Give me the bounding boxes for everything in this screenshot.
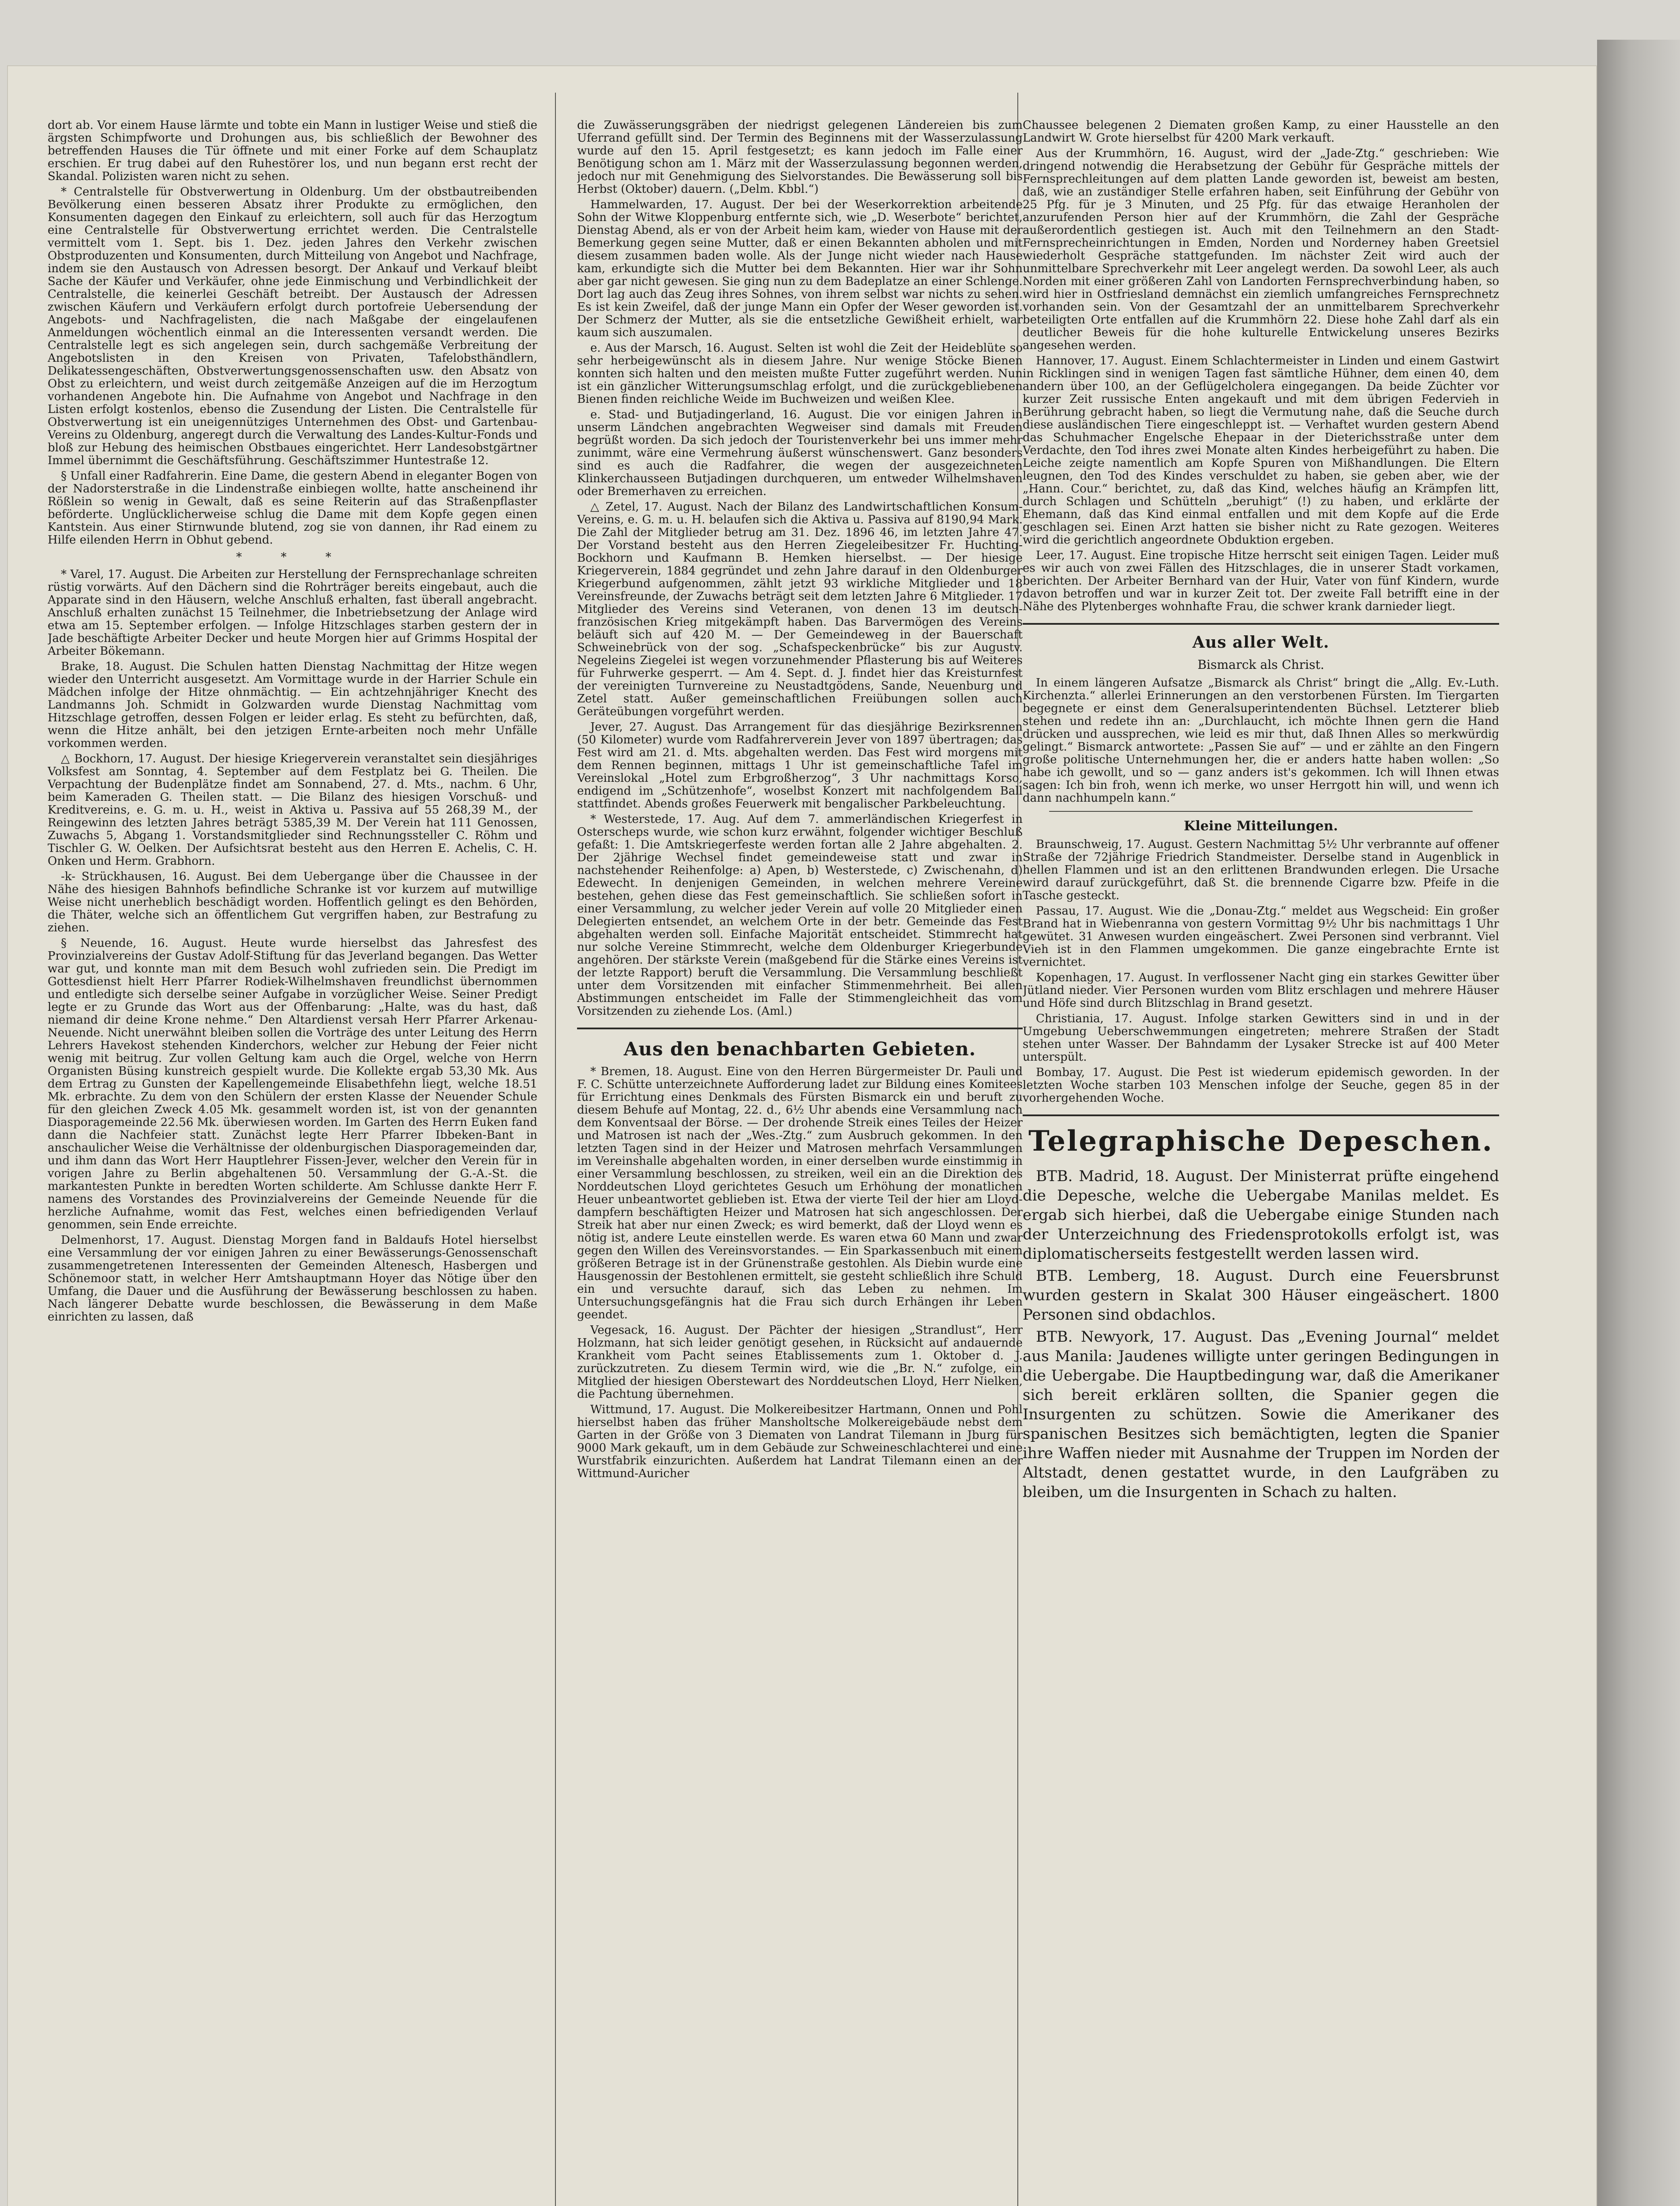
book-page-edge <box>1597 40 1680 2206</box>
section-heading-small: Kleine Mitteilungen. <box>1184 818 1338 834</box>
article-bismarck: In einem längeren Aufsatze „Bismarck als Christ“ bringt die „Allg. Ev.-Luth. Kirchenzta.“ allerlei Erinnerungen an den verstorbenen Fürsten. Im Tiergarten begegnete er einst dem Generalsuperintendenten Büchsel. Letzterer blieb stehen und redete ihn an: „Durchlaucht, ich möchte Ihnen gern die Hand drücken und aussprechen, wie leid es mir thut, daß Ihnen Alles so merkwürdig gelingt.“ Bismarck antwortete: „Passen Sie auf“ — und er zählte an den Fingern große politische Unternehmungen her, die er anders hatte haben wollen: „So habe ich gewollt, und so — ganz anders ist's gekommen. Ich will Ihnen etwas sagen: Ich bin froh, wenn ich merke, wo unser Herrgott hin will, und wenn ich dann nachhumpeln kann.“ <box>1023 676 1499 805</box>
article-braunschweig: Braunschweig, 17. August. Gestern Nachmittag 5½ Uhr verbrannte auf offener Straße der 72jährige Friedrich Standmeister. Derselbe stand in Augenblick in hellen Flammen und ist an den erlittenen Brandwunden erlegen. Die Ursache wird darauf zurückgeführt, daß St. die brennende Cigarre bzw. Pfeife in die Tasche gesteckt. <box>1023 838 1499 902</box>
article-marsch: e. Aus der Marsch, 16. August. Selten ist wohl die Zeit der Heideblüte so sehr herbeigewünscht als in diesem Jahre. Nur wenige Stöcke Bienen konnten sich halten und den meisten mußte Futter zugeführt werden. Nun ist ein gänzlicher Witterungsumschlag erfolgt, und die zurückgebliebenen Bienen finden reichliche Weide im Buchweizen und weißen Klee. <box>577 341 1023 406</box>
article-bockhorn: △ Bockhorn, 17. August. Der hiesige Kriegerverein veranstaltet sein diesjähriges Volksfest am Sonntag, 4. September auf dem Festplatz bei G. Theilen. Die Verpachtung der Budenplätze findet am Sonnabend, 27. d. Mts., nachm. 6 Uhr, beim Kameraden G. Theilen statt. — Die Bilanz des hiesigen Vorschuß- und Kreditvereins, e. G. m. u. H., weist in Aktiva u. Passiva auf 55 268,39 M., der Reingewinn des letzten Jahres beträgt 5385,39 M. Der Verein hat 111 Genossen, Zuwachs 5, Abgang 1. Vorstandsmitglieder sind Rechnungssteller C. Röhm und Tischler G. W. Oelken. Der Aufsichtsrat besteht aus den Herren E. Achelis, C. H. Onken und Herm. Grabhorn. <box>48 752 537 868</box>
telegram-lemberg: BTB. Lemberg, 18. August. Durch eine Feuersbrunst wurden gestern in Skalat 300 Häuser eingeäschert. 1800 Personen sind obdachlos. <box>1023 1267 1499 1324</box>
article-bremen: * Bremen, 18. August. Eine von den Herren Bürgermeister Dr. Pauli und F. C. Schütte unterzeichnete Aufforderung ladet zur Bildung eines Komitees für Errichtung eines Denkmals des Fürsten Bismarck ein und beruft zu diesem Behufe auf Montag, 22. d., 6½ Uhr abends eine Versammlung nach dem Konventsaal der Börse. — Der drohende Streik eines Teiles der Heizer und Matrosen ist nach der „Wes.-Ztg.“ zum Ausbruch gekommen. In den letzten Tagen sind in der Heizer und Matrosen mehrfach Versammlungen im Vereinshalle abgehalten worden, in einer derselben wurde einstimmig in einer Versammlung beschlossen, zu streiken, weil ein an die Direktion des Norddeutschen Lloyd gerichtetes Gesuch um Erhöhung der monatlichen Heuer unbeantwortet geblieben ist. Etwa der vierte Teil der hier am Lloyd-dampfern beschäftigten Heizer und Matrosen hat sich angeschlossen. Der Streik hat aber nur einen Zweck; es wird bemerkt, daß der Lloyd wenn es nötig ist, andere Leute einstellen werde. Es waren etwa 60 Mann und zwar gegen den Willen des Vereinsvorstandes. — Ein Sparkassenbuch mit einem größeren Betrage ist in der Grünenstraße gestohlen. Als Diebin wurde eine Hausgenossin der Bestohlenen ermittelt, sie gesteht schließlich ihre Schuld ein und versuchte darauf, sich das Leben zu nehmen. Im Untersuchungsgefängnis hat die Frau sich durch Erhängen ihr Leben geendet. <box>577 1065 1023 1321</box>
article-obstverwertung: * Centralstelle für Obstverwertung in Oldenburg. Um der obstbautreibenden Bevölkerung einen besseren Absatz ihrer Produkte zu ermöglichen, den Konsumenten dagegen den Einkauf zu erleichtern, soll auch für das Herzogtum eine Centralstelle für Obstverwertung errichtet werden. Die Centralstelle vermittelt vom 1. Sept. bis 1. Dez. jeden Jahres den Verkehr zwischen Obstproduzenten und Konsumenten, durch Mitteilung von Angebot und Nachfrage, indem sie den Austausch von Adressen besorgt. Der Ankauf und Verkauf bleibt Sache der Käufer und Verkäufer, ohne jede Einmischung und Verbindlichkeit der Centralstelle, die keinerlei Geschäft betreibt. Der Austausch der Adressen zwischen Käufern und Verkäufern erfolgt durch portofreie Uebersendung der Angebots- und Nachfragelisten, die nach Maßgabe der eingelaufenen Anmeldungen wöchentlich einmal an die Interessenten versandt werden. Die Centralstelle legt es sich angelegen sein, durch sachgemäße Verbreitung der Angebotslisten in den Kreisen von Privaten, Tafelobsthändlern, Delikatessengeschäften, Obstverwertungsgenossenschaften usw. den Absatz von Obst zu erleichtern, und weist durch zeitgemäße Anzeigen auf die im Herzogtum vorhandenen Angebote hin. Die Aufnahme von Angebot und Nachfrage in den Listen erfolgt kostenlos, ebenso die Zusendung der Listen. Die Centralstelle für Obstverwertung ist ein uneigennütziges Unternehmen des Obst- und Gartenbau-Vereins zu Oldenburg, angeregt durch die Verwaltung des Landes-Kultur-Fonds und bloß zur Hebung des heimischen Obstbaues eingerichtet. Herr Landesobstgärtner Immel übernimmt die Geschäftsführung. Geschäftszimmer Huntestraße 12. <box>48 185 537 467</box>
small-rule <box>1049 811 1473 812</box>
section-rule-world <box>1023 623 1499 625</box>
article-unfall-radfahrerin: § Unfall einer Radfahrerin. Eine Dame, die gestern Abend in eleganter Bogen von der Nadorsterstraße in die Lindenstraße einbiegen wollte, hatte anscheinend ihr Rößlein so wenig in Gewalt, daß es seine Reiterin auf das Straßenpflaster beförderte. Unglücklicherweise schlug die Dame mit dem Kopfe gegen einen Kantstein. Aus einer Stirnwunde blutend, zog sie von dannen, ihr Rad einem zu Hilfe eilenden Herrn in Obhut gebend. <box>48 469 537 547</box>
article-krummhoern: Aus der Krummhörn, 16. August, wird der „Jade-Ztg.“ geschrieben: Wie dringend notwendig die Herabsetzung der Gebühr für Gespräche mittels der Fernsprechleitungen auf dem platten Lande geworden ist, beweist am besten, daß, wie an zuständiger Stelle erfahren haben, seit Einführung der Gebühr von 25 Pfg. für je 3 Minuten, und 25 Pfg. für das etwaige Heranholen der anzurufenden Person hier auf der Krummhörn, die Zahl der Gespräche außerordentlich gestiegen ist. Auch mit den Teilnehmern an den Stadt-Fernsprecheinrichtungen in Emden, Norden und Norderney haben Greetsiel wiederholt Gespräche stattgefunden. Im nächster Zeit wird auch der unmittelbare Sprechverkehr mit Leer angelegt werden. Da sowohl Leer, als auch Norden mit einer größeren Zahl von Landorten Fernsprechverbindung haben, so wird hier in Ostfriesland demnächst ein ziemlich umfangreiches Fernsprechnetz vorhanden sein. Von der Gesamtzahl der an unmittelbarem Sprechverkehr beteiligten Orte entfallen auf die Krummhörn 22. Diese hohe Zahl darf als ein deutlicher Beweis für die hohe kulturelle Entwickelung unseres Bezirks angesehen werden. <box>1023 147 1499 352</box>
article-hammelwarden: Hammelwarden, 17. August. Der bei der Weserkorrektion arbeitende Sohn der Witwe Kloppenburg entfernte sich, wie „D. Weserbote“ berichtet, Dienstag Abend, als er von der Arbeit heim kam, wieder von Hause mit der Bemerkung gegen seine Mutter, daß er einen Bekannten abholen und mit diesem zusammen baden wolle. Als der Junge nicht wieder nach Hause kam, erkundigte sich die Mutter bei dem Bekannten. Hier war ihr Sohn aber gar nicht gewesen. Sie ging nun zu dem Badeplatze an einer Schlenge. Dort lag auch das Zeug ihres Sohnes, von ihrem selbst war nichts zu sehen. Es ist kein Zweifel, daß der junge Mann ein Opfer der Weser geworden ist. Der Schmerz der Mutter, als sie die entsetzliche Gewißheit erhielt, war kaum sich auszumalen. <box>577 198 1023 339</box>
article-bombay: Bombay, 17. August. Die Pest ist wiederum epidemisch geworden. In der letzten Woche starben 103 Menschen infolge der Seuche, gegen 85 in der vorhergehenden Woche. <box>1023 1066 1499 1105</box>
article-title-bismarck: Bismarck als Christ. <box>1197 657 1324 672</box>
section-heading-world: Aus aller Welt. <box>1192 633 1330 652</box>
section-heading-neighbor: Aus den benachbarten Gebieten. <box>623 1038 976 1060</box>
article-butjadingerland: e. Stad- und Butjadingerland, 16. August. Die vor einigen Jahren in unserm Ländchen angebrachten Wegweiser sind damals mit Freuden begrüßt worden. Da sich jedoch der Touristenverkehr bei uns immer mehr zunimmt, wäre eine Vermehrung äußerst wünschenswert. Ganz besonders sind es auch die Radfahrer, die wegen der ausgezeichneten Klinkerchausseen Butjadingen durchqueren, um entweder Wilhelmshaven oder Bremerhaven zu erreichen. <box>577 408 1023 498</box>
column-divider-1 <box>555 93 556 2206</box>
article-delmenhorst: Delmenhorst, 17. August. Dienstag Morgen fand in Baldaufs Hotel hierselbst eine Versammlung der vor einigen Jahren zu einer Bewässerungs-Genossenschaft zusammengetretenen Interessenten der Gemeinden Altenesch, Hasbergen und Schönemoor statt, in welcher Herr Amtshauptmann Hoyer das Nötige über den Umfang, die Dauer und die Ausführung der Bewässerung beschlossen zu haben. Nach längerer Debatte wurde beschlossen, die Bewässerung in dem Maße einrichten zu lassen, daß <box>48 1234 537 1324</box>
column-2 <box>577 119 1023 2206</box>
article-leer: Leer, 17. August. Eine tropische Hitze herrscht seit einigen Tagen. Leider muß es wir auch von zwei Fällen des Hitzschlages, die in unserer Stadt vorkamen, berichten. Der Arbeiter Bernhard van der Huir, Vater von fünf Kindern, wurde davon betroffen und war in kurzer Zeit tot. Der zweite Fall betrifft eine in der Nähe des Plytenberges wohnhafte Frau, die schwer krank darnieder liegt. <box>1023 549 1499 613</box>
article-brake: Brake, 18. August. Die Schulen hatten Dienstag Nachmittag der Hitze wegen wieder den Unterricht ausgesetzt. Am Vormittage wurde in der Harrier Schule ein Mädchen infolge der Hitze ohnmächtig. — Ein achtzehnjähriger Knecht des Landmanns Joh. Schmidt in Golzwarden wurde Dienstag Nachmittag vom Hitzschlage getroffen, dessen Folgen er leider erlag. Es steht zu befürchten, daß, wenn die Hitze anhält, bei den jetzigen Ernte-arbeiten noch mehr Unfälle vorkommen werden. <box>48 660 537 750</box>
article-hannover: Hannover, 17. August. Einem Schlachtermeister in Linden und einem Gastwirt in Ricklingen sind in wenigen Tagen fast sämtliche Hühner, dem einen 40, dem andern über 100, an der Geflügelcholera eingegangen. Da beide Züchter vor kurzer Zeit russische Enten angekauft und mit dem übrigen Federvieh in Berührung gebracht haben, so liegt die Vermutung nahe, daß die Seuche durch diese ausländischen Tiere eingeschleppt ist. — Verhaftet wurden gestern Abend das Schuhmacher Engelsche Ehepaar in der Dieterichsstraße unter dem Verdachte, den Tod ihres zwei Monate alten Kindes herbeigeführt zu haben. Die Leiche zeigte namentlich am Kopfe Spuren von Mißhandlungen. Die Eltern leugnen, den Tod des Kindes verschuldet zu haben, sie geben aber, wie der „Hann. Cour.“ berichtet, zu, daß das Kind, welches häufig an Krämpfen litt, durch Schlagen und Schütteln „beruhigt“ (!) zu haben, und erklärte der Ehemann, daß das Kind einmal entfallen und mit dem Kopfe auf die Erde geschlagen sei. Einen Arzt hatten sie bisher nicht zu Rate gezogen. Weiteres wird die gerichtlich angeordnete Obduktion ergeben. <box>1023 354 1499 547</box>
article-kopenhagen: Kopenhagen, 17. August. In verflossener Nacht ging ein starkes Gewitter über Jütland nieder. Vier Personen wurden vom Blitz erschlagen und mehrere Häuser und Höfe sind durch Blitzschlag in Brand gesetzt. <box>1023 971 1499 1010</box>
article-vegesack: Vegesack, 16. August. Der Pächter der hiesigen „Strandlust“, Herr Holzmann, hat sich leider genötigt gesehen, in Rücksicht auf andauernde Krankheit vom Pacht seines Etablissements zum 1. Oktober d. J. zurückzutreten. Zu diesem Termin wird, wie die „Br. N.“ zufolge, ein Mitglied der hiesigen Oberstewart des Norddeutschen Lloyd, Herr Nielken, die Pachtung übernehmen. <box>577 1324 1023 1401</box>
section-rule-telegrams <box>1023 1114 1499 1116</box>
article-passau: Passau, 17. August. Wie die „Donau-Ztg.“ meldet aus Wegscheid: Ein großer Brand hat in Wiebenranna von gestern Vormittag 9½ Uhr bis nachmittags 1 Uhr gewütet. 31 Anwesen wurden eingeäschert. Zwei Personen sind verbrannt. Viel Vieh ist in den Flammen umgekommen. Die ganze eingebrachte Ernte ist vernichtet. <box>1023 904 1499 969</box>
article-westerstede: * Westerstede, 17. Aug. Auf dem 7. ammerländischen Kriegerfest in Osterscheps wurde, wie schon kurz erwähnt, folgender wichtiger Beschluß gefaßt: 1. Die Amtskriegerfeste werden fortan alle 2 Jahre abgehalten. 2. Der 2jährige Wechsel findet gemeindeweise statt und zwar in nachstehender Reihenfolge: a) Apen, b) Westerstede, c) Zwischenahn, d) Edewecht. In denjenigen Gemeinden, in welchen mehrere Vereine bestehen, gehen diese das Fest gemeinschaftlich. Sie schließen sofort in einer Versammlung, zu welcher jeder Verein auf volle 20 Mitglieder einen Delegierten entsendet, an welchem Orte in der betr. Gemeinde das Fest abgehalten werden soll. Einfache Majorität entscheidet. Stimmrecht hat nur solche Vereine Stimmrecht, welche dem Oldenburger Kriegerbunde angehören. Der stärkste Verein (maßgebend für die Stärke eines Vereins ist der letzte Rapport) beruft die Versammlung. Die Versammlung beschließt unter dem Vorsitzenden mit einfacher Stimmenmehrheit. Bei allen Abstimmungen entscheidet im Falle der Stimmengleichheit das vom Vorsitzenden zu ziehende Los. (Aml.) <box>577 813 1023 1018</box>
section-rule <box>577 1028 1023 1029</box>
column-3 <box>1023 119 1499 2206</box>
column-1 <box>48 119 537 2206</box>
article-neuende: § Neuende, 16. August. Heute wurde hierselbst das Jahresfest des Provinzialvereins der Gustav Adolf-Stiftung für das Jeverland begangen. Das Wetter war gut, und konnte man mit dem Besuch wohl zufrieden sein. Die Predigt im Gottesdienst hielt Herr Pfarrer Rodiek-Wilhelmshaven freundlichst übernommen und entledigte sich derselbe seiner Aufgabe in vorzüglicher Weise. Seiner Predigt legte er zu Grunde das Wort aus der Offenbarung: „Halte, was du hast, daß niemand dir deine Krone nehme.“ Den Altardienst versah Herr Pfarrer Arkenau-Neuende. Nicht unerwähnt bleiben sollen die Vorträge des unter Leitung des Herrn Lehrers Havekost stehenden Kinderchors, welcher zur Hebung der Feier nicht wenig mit beitrug. Zur vollen Geltung kam auch die Orgel, welche von Herrn Organisten Büsing kunstreich gespielt wurde. Die Kollekte ergab 53,30 Mk. Aus dem Ertrag zu Gunsten der Kapellengemeinde Elisabethfehn liegt, welche 18.51 Mk. erbrachte. Zu dem von den Schülern der ersten Klasse der Neuender Schule für den gleichen Zweck 4.05 Mk. gesammelt worden ist, ist von der genannten Diasporagemeinde 22.56 Mk. überwiesen worden. Im Garten des Herrn Euken fand dann die Nachfeier statt. Zunächst legte Herr Pfarrer Ibbeken-Bant in anschaulicher Weise die Verhältnisse der oldenburgischen Diasporagemeinden dar, und ihm dann das Wort Herr Hauptlehrer Fissen-Jever, welcher den Verein für in vorigen Jahre zu Berlin abgehaltenen 50. Versammlung der G.-A.-St. die markantesten Punkte in beredten Worten schilderte. Am Schlusse dankte Herr F. namens des Vorstandes des Provinzialvereins der Gemeinde Neuende für die herzliche Aufnahme, womit das Fest, welches einen befriedigenden Verlauf genommen, sein Ende erreichte. <box>48 937 537 1231</box>
article-varel: * Varel, 17. August. Die Arbeiten zur Herstellung der Fernsprechanlage schreiten rüstig vorwärts. Auf den Dächern sind die Rohrträger bereits eingebaut, auch die Apparate sind in den Häusern, welche Anschluß erhalten, fast überall angebracht. Anschluß erhalten zunächst 15 Teilnehmer, die Inbetriebsetzung der Anlage wird etwa am 15. September erfolgen. — Infolge Hitzschlages starben gestern der in Jade beschäftigte Arbeiter Decker und heute Morgen hier auf Grimms Hospital der Arbeiter Bökemann. <box>48 568 537 658</box>
newspaper-sheet <box>8 66 1596 2206</box>
article-zetel: △ Zetel, 17. August. Nach der Bilanz des Landwirtschaftlichen Konsum-Vereins, e. G. m. u. H. belaufen sich die Aktiva u. Passiva auf 8190,94 Mark. Die Zahl der Mitglieder betrug am 31. Dez. 1896 46, im letzten Jahre 47. Der Vorstand besteht aus den Herren Ziegeleibesitzer Fr. Huchting-Bockhorn und Kaufmann B. Hemken hierselbst. — Der hiesige Kriegerverein, 1884 gegründet und zehn Jahre darauf in den Oldenburger Kriegerbund aufgenommen, zählt jetzt 93 wirkliche Mitglieder und 18 Vereinsfreunde, der Zuwachs beträgt seit dem letzten Jahre 6 Mitglieder. 17 Mitglieder des Vereins sind Veteranen, von denen 13 im deutsch-französischen Krieg mitgekämpft haben. Das Barvermögen des Vereins beläuft sich auf 420 M. — Der Gemeindeweg in der Bauerschaft Schweinebrück von der sog. „Schafspeckenbrücke“ bis zur Augustv. Negeleins Ziegelei ist wegen vorzunehmender Pflasterung bis auf Weiteres für Fuhrwerke gesperrt. — Am 4. Sept. d. J. findet hier das Kreisturnfest der vereinigten Turnvereine zu Neustadtgödens, Sande, Neuenburg und Zetel statt. Außer gemeinschaftlichen Freiübungen sollen auch Geräteübungen vorgeführt werden. <box>577 500 1023 718</box>
article-jever: Jever, 27. August. Das Arrangement für das diesjährige Bezirksrennen (50 Kilometer) wurde vom Radfahrerverein Jever von 1897 übertragen; das Fest wird am 21. d. Mts. abgehalten werden. Das Fest wird morgens mit dem Rennen beginnen, mittags 1 Uhr ist gemeinschaftliche Tafel im Vereinslokal „Hotel zum Erbgroßherzog“, 3 Uhr nachmittags Korso, endigend im „Schützenhofe“, woselbst Konzert mit nachfolgendem Ball stattfindet. Abends großes Feuerwerk mit bengalischer Parkbeleuchtung. <box>577 720 1023 810</box>
telegram-newyork: BTB. Newyork, 17. August. Das „Evening Journal“ meldet aus Manila: Jaudenes willigte unter geringen Bedingungen in die Uebergabe. Die Hauptbedingung war, daß die Amerikaner sich bereit erklären sollten, die Spanier gegen die Insurgenten zu schützen. Sowie die Amerikaner des spanischen Besitzes sich bemächtigten, legten die Spanier ihre Waffen nieder mit Ausnahme der Truppen im Norden der Altstadt, denen gestattet wurde, in den Laufgräben zu bleiben, um die Insurgenten in Schach zu halten. <box>1023 1328 1499 1501</box>
section-separator-stars: * * * <box>236 551 349 564</box>
section-heading-telegrams: Telegraphische Depeschen. <box>1028 1125 1493 1158</box>
article-strueckhausen: -k- Strückhausen, 16. August. Bei dem Uebergange über die Chaussee in der Nähe des hiesigen Bahnhofs befindliche Schranke ist vor kurzem auf mutwillige Weise nicht unerheblich beschädigt worden. Hoffentlich gelingt es den Behörden, die Thäter, welche sich an öffentlichem Gut vergriffen haben, zur Bestrafung zu ziehen. <box>48 870 537 934</box>
telegram-madrid: BTB. Madrid, 18. August. Der Ministerrat prüfte eingehend die Depesche, welche die Uebergabe Manilas meldet. Es ergab sich hierbei, daß die Uebergabe einige Stunden nach der Unterzeichnung des Friedensprotokolls erfolgt ist, was diplomatischerseits festgestellt werden lassen wird. <box>1023 1167 1499 1263</box>
article-wittmund: Wittmund, 17. August. Die Molkereibesitzer Hartmann, Onnen und Pohl hierselbst haben das früher Mansholtsche Molkereigebäude nebst dem Garten in der Größe von 3 Diematen von Landrat Tilemann in Jburg für 9000 Mark gekauft, um in dem Gebäude zur Schweineschlachterei und eine Wurstfabrik einzurichten. Außerdem hat Landrat Tilemann einen an der Wittmund-Auricher <box>577 1403 1023 1480</box>
article-continuation: dort ab. Vor einem Hause lärmte und tobte ein Mann in lustiger Weise und stieß die ärgsten Schimpfworte und Drohungen aus, bis schließlich der Bewohner des betreffenden Hauses die Tür öffnete und mit einer Forke auf dem Schauplatz erschien. Er trug dabei auf den Ruhestörer los, und nun begann erst recht der Skandal. Polizisten waren nicht zu sehen. <box>48 119 537 183</box>
article-christiania: Christiania, 17. August. Infolge starken Gewitters sind in und in der Umgebung Ueberschwemmungen eingetreten; mehrere Straßen der Stadt stehen unter Wasser. Der Bahndamm der Lysaker Strecke ist auf 400 Meter unterspült. <box>1023 1012 1499 1064</box>
article-continuation-3: Chaussee belegenen 2 Diematen großen Kamp, zu einer Hausstelle an den Landwirt W. Grote hierselbst für 4200 Mark verkauft. <box>1023 119 1499 145</box>
article-continuation-2: die Zuwässerungsgräben der niedrigst gelegenen Ländereien bis zum Uferrand gefüllt sind. Der Termin des Beginnens mit der Wasserzulassung wurde auf den 15. April festgesetzt; es kann jedoch im Falle einer Benötigung schon am 1. März mit der Wasserzulassung begonnen werden, jedoch nur mit Genehmigung des Sielvorstandes. Die Bewässerung soll bis Herbst (Oktober) dauern. („Delm. Kbbl.“) <box>577 119 1023 196</box>
